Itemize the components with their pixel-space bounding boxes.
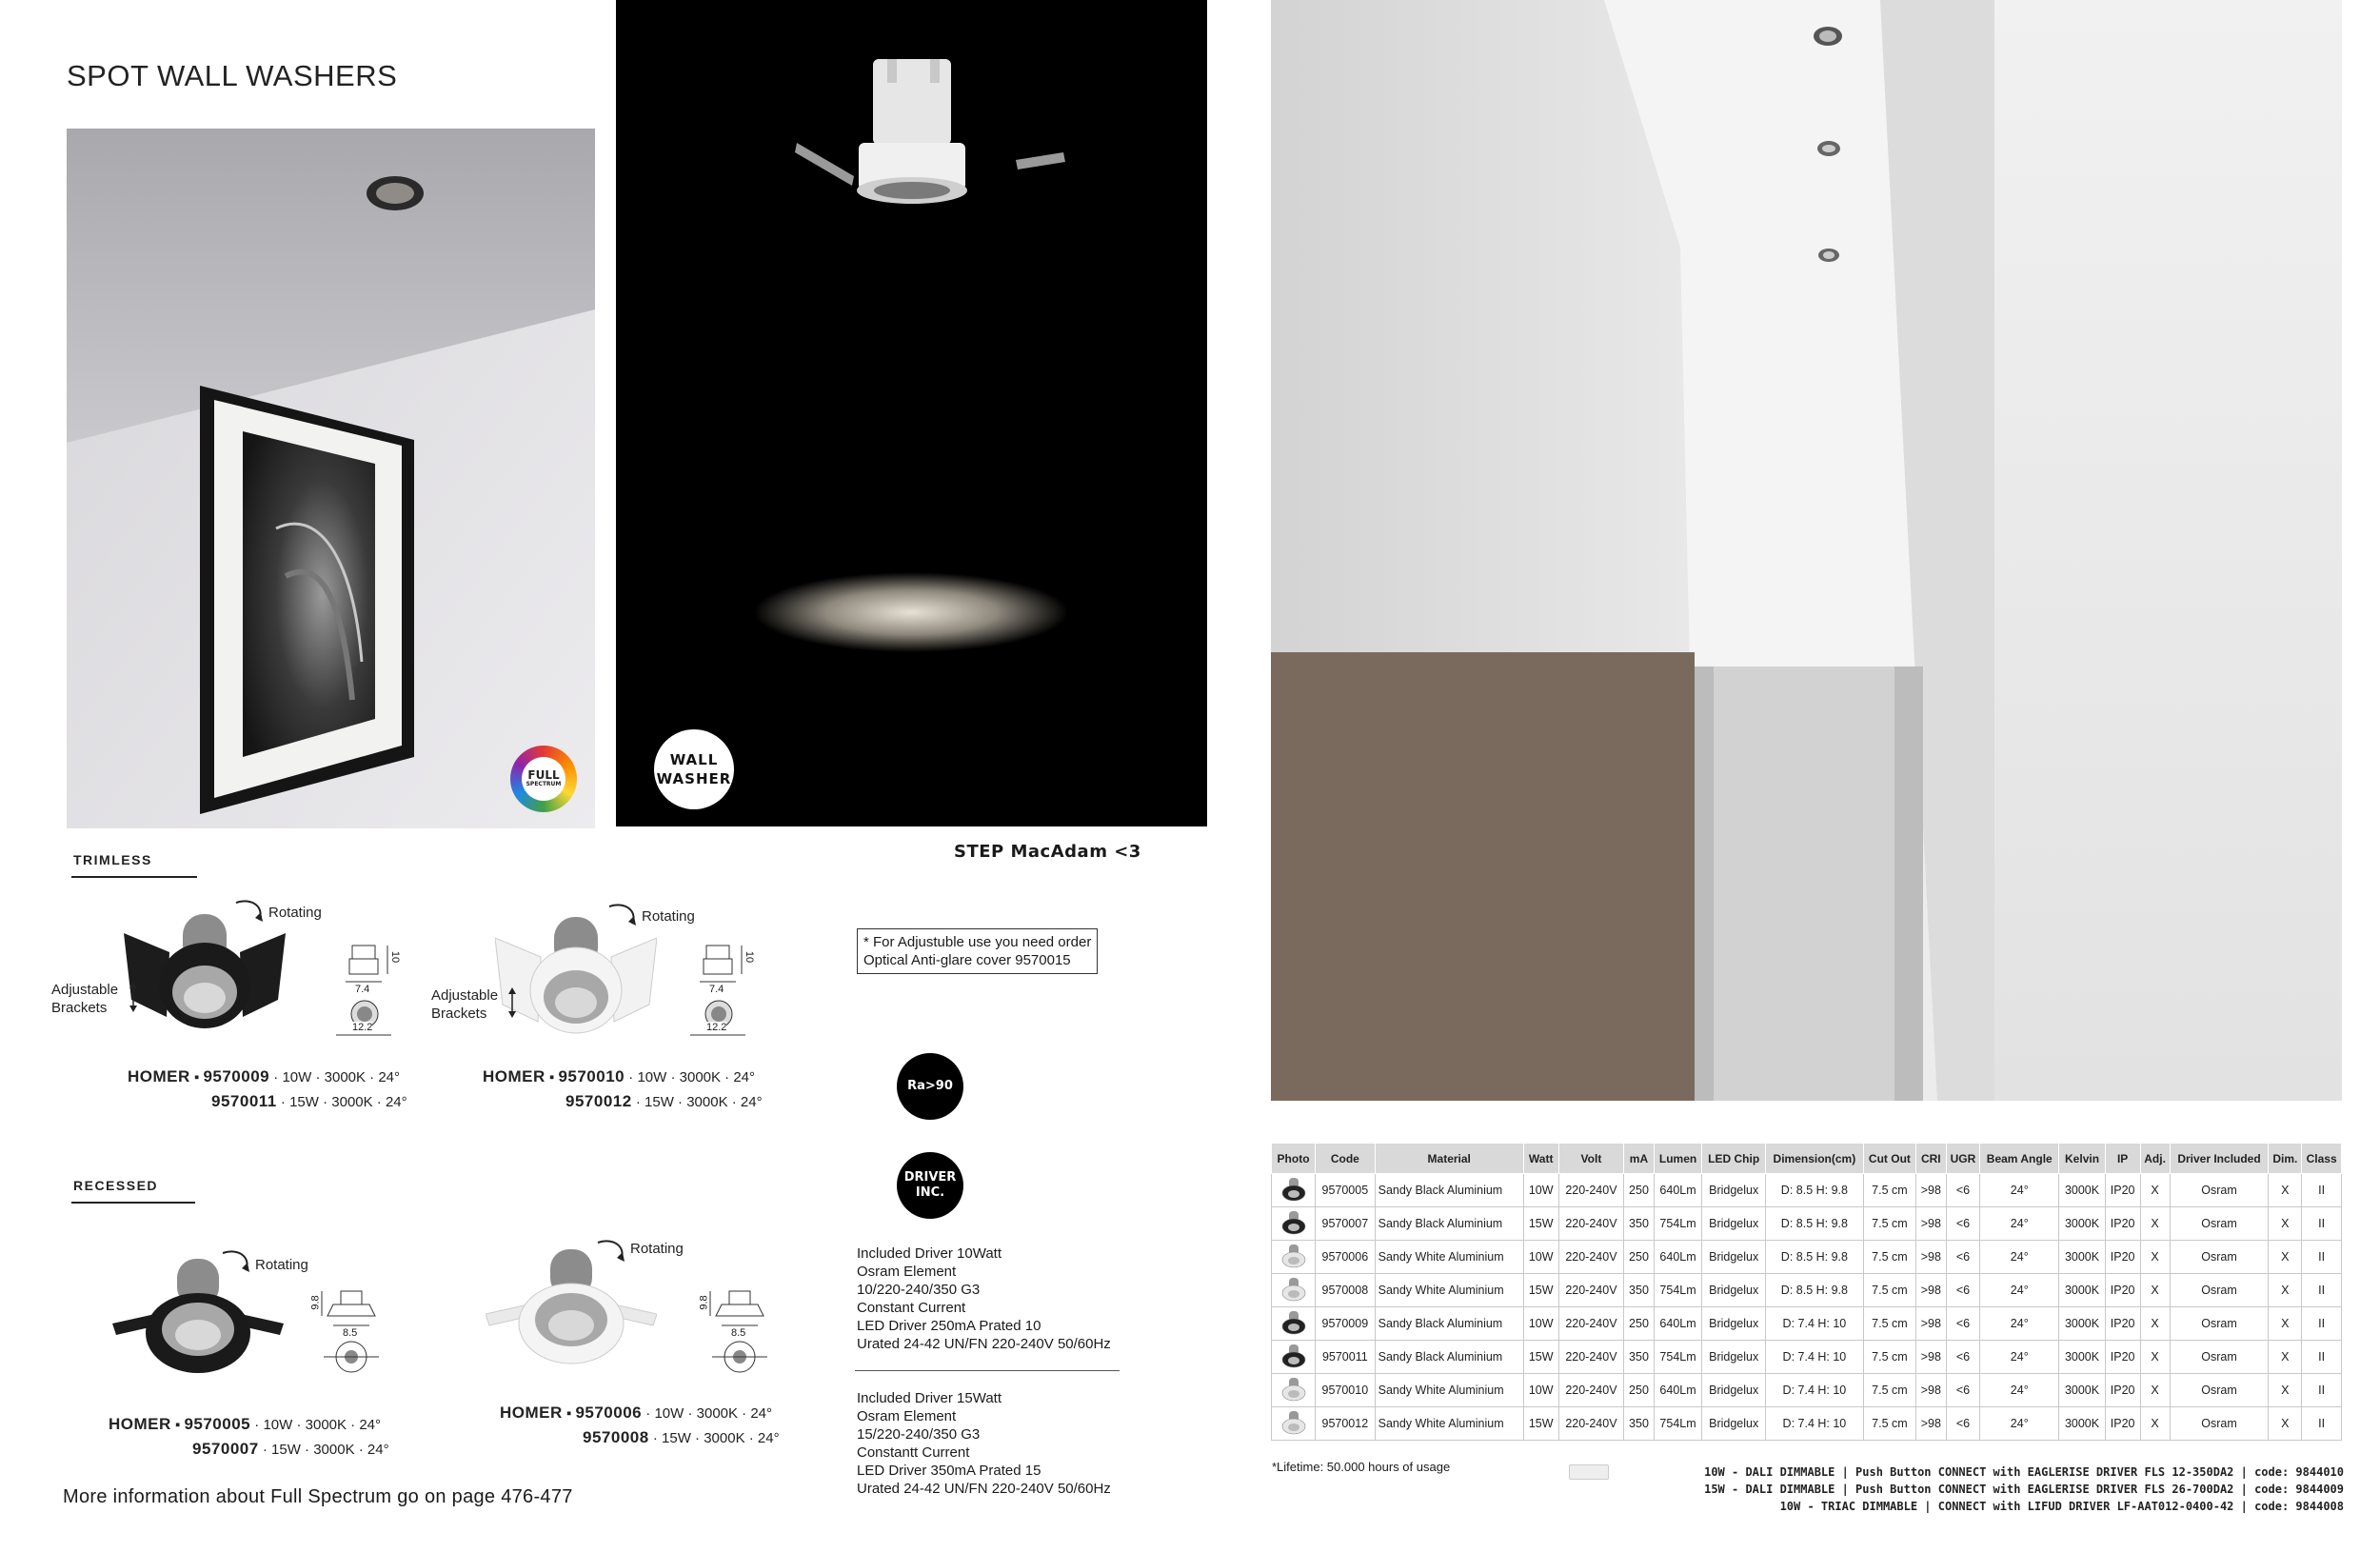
table-cell: 9570009 bbox=[1316, 1307, 1376, 1341]
spec-table-header-row bbox=[1272, 1144, 2342, 1174]
table-cell: X bbox=[2269, 1407, 2302, 1441]
table-cell: II bbox=[2302, 1374, 2342, 1407]
table-cell: IP20 bbox=[2105, 1407, 2140, 1441]
product-caption-recessed-1: HOMER ▪ 9570005 · 10W · 3000K · 24° bbox=[109, 1415, 382, 1433]
table-cell: X bbox=[2269, 1374, 2302, 1407]
table-cell: >98 bbox=[1915, 1341, 1946, 1374]
table-cell: 250 bbox=[1624, 1174, 1654, 1207]
table-cell: <6 bbox=[1946, 1341, 1980, 1374]
column-header: mA bbox=[1624, 1144, 1654, 1174]
dim-width: 8.5 bbox=[343, 1327, 358, 1339]
rotating-label: Rotating bbox=[642, 908, 695, 925]
table-cell: 24° bbox=[1980, 1174, 2059, 1207]
table-cell: <6 bbox=[1946, 1174, 1980, 1207]
table-row bbox=[1272, 1207, 2342, 1241]
adjustable-brackets-label bbox=[51, 981, 118, 1017]
table-cell: 3000K bbox=[2059, 1407, 2105, 1441]
column-header: Beam Angle bbox=[1980, 1144, 2059, 1174]
product-spec: · 15W · 3000K · 24° bbox=[280, 1094, 407, 1110]
luminaire-thumbnail-icon bbox=[1278, 1409, 1310, 1436]
product-name: HOMER bbox=[128, 1067, 190, 1085]
rotating-arrow-icon bbox=[219, 1249, 253, 1274]
column-header: Volt bbox=[1558, 1144, 1624, 1174]
table-cell: 9570007 bbox=[1316, 1207, 1376, 1241]
table-cell: IP20 bbox=[2105, 1307, 2140, 1341]
product-name: HOMER bbox=[483, 1067, 545, 1085]
vertical-arrow-icon bbox=[506, 986, 518, 1019]
driver-badge-line-1: DRIVER bbox=[903, 1170, 957, 1185]
product-code: 9570011 bbox=[211, 1092, 277, 1110]
section-divider bbox=[71, 1202, 195, 1204]
product-figure-recessed-white bbox=[486, 1247, 657, 1371]
driver-badge-line-2: INC. bbox=[915, 1185, 945, 1200]
table-cell: 9570008 bbox=[1316, 1274, 1376, 1307]
table-cell: 3000K bbox=[2059, 1341, 2105, 1374]
product-caption-recessed-1b bbox=[192, 1440, 389, 1459]
driver-info-10w: Included Driver 10Watt Osram Element 10/220-240/350 G3 Constant Current LED Driver 250mA Prated 10 Urated 24-42 UN/FN 220-240V 50/60Hz bbox=[857, 1245, 1111, 1352]
table-cell: II bbox=[2302, 1274, 2342, 1307]
table-cell: 754Lm bbox=[1654, 1341, 1702, 1374]
anti-glare-note bbox=[857, 928, 1098, 974]
table-cell: <6 bbox=[1946, 1241, 1980, 1274]
table-cell: Osram bbox=[2170, 1207, 2269, 1241]
dimmable-line: 10W - TRIAC DIMMABLE | CONNECT with LIFUD DRIVER LF-AAT012-0400-42 | code: 9844008 bbox=[1779, 1500, 2344, 1513]
table-cell: 350 bbox=[1624, 1207, 1654, 1241]
table-cell: X bbox=[2140, 1241, 2170, 1274]
adjustable-label-line-2: Brackets bbox=[431, 1005, 487, 1022]
product-spec: · 15W · 3000K · 24° bbox=[262, 1442, 389, 1458]
table-cell: II bbox=[2302, 1241, 2342, 1274]
section-divider bbox=[71, 876, 197, 878]
table-cell: 3000K bbox=[2059, 1207, 2105, 1241]
column-header: IP bbox=[2105, 1144, 2140, 1174]
table-cell: II bbox=[2302, 1174, 2342, 1207]
table-cell: Osram bbox=[2170, 1174, 2269, 1207]
table-cell: 7.5 cm bbox=[1863, 1207, 1915, 1241]
table-cell: D: 8.5 H: 9.8 bbox=[1765, 1241, 1863, 1274]
product-code: 9570006 bbox=[575, 1404, 643, 1422]
table-cell: Osram bbox=[2170, 1241, 2269, 1274]
dim-depth: 12.2 bbox=[706, 1022, 727, 1033]
product-code: 9570012 bbox=[565, 1092, 632, 1110]
table-cell: 3000K bbox=[2059, 1307, 2105, 1341]
table-cell: D: 7.4 H: 10 bbox=[1765, 1307, 1863, 1341]
table-cell: 250 bbox=[1624, 1307, 1654, 1341]
column-header: Dim. bbox=[2269, 1144, 2302, 1174]
note-line-1: * For Adjustuble use you need order bbox=[863, 934, 1092, 950]
product-figure-recessed-black bbox=[112, 1257, 284, 1381]
wall-washer-text-1: WALL bbox=[669, 751, 719, 768]
table-row bbox=[1272, 1174, 2342, 1207]
table-cell: 10W bbox=[1523, 1307, 1558, 1341]
table-row bbox=[1272, 1241, 2342, 1274]
luminaire-thumbnail-icon bbox=[1278, 1209, 1310, 1236]
product-caption-trimless-1b bbox=[211, 1092, 407, 1111]
table-cell: IP20 bbox=[2105, 1174, 2140, 1207]
column-header: Cut Out bbox=[1863, 1144, 1915, 1174]
product-thumbnail bbox=[1272, 1274, 1316, 1307]
table-cell: 220-240V bbox=[1558, 1274, 1624, 1307]
table-cell: Bridgelux bbox=[1702, 1307, 1765, 1341]
product-spec: · 10W · 3000K · 24° bbox=[273, 1069, 401, 1085]
table-cell: IP20 bbox=[2105, 1374, 2140, 1407]
luminaire-thumbnail-icon bbox=[1278, 1376, 1310, 1403]
table-cell: 7.5 cm bbox=[1863, 1374, 1915, 1407]
driver-info-15w: Included Driver 15Watt Osram Element 15/220-240/350 G3 Constantt Current LED Driver 350mA Prated 15 Urated 24-42 UN/FN 220-240V 50/60Hz bbox=[857, 1390, 1111, 1497]
luminaire-thumbnail-icon bbox=[1278, 1343, 1310, 1369]
table-cell: D: 8.5 H: 9.8 bbox=[1765, 1174, 1863, 1207]
table-cell: 640Lm bbox=[1654, 1241, 1702, 1274]
table-cell: 350 bbox=[1624, 1407, 1654, 1441]
table-cell: 9570010 bbox=[1316, 1374, 1376, 1407]
table-cell: 24° bbox=[1980, 1207, 2059, 1241]
rotating-arrow-icon bbox=[605, 903, 640, 927]
column-header: Photo bbox=[1272, 1144, 1316, 1174]
table-cell: <6 bbox=[1946, 1274, 1980, 1307]
table-cell: X bbox=[2140, 1307, 2170, 1341]
table-cell: 7.5 cm bbox=[1863, 1341, 1915, 1374]
table-cell: 220-240V bbox=[1558, 1341, 1624, 1374]
product-code: 9570007 bbox=[192, 1440, 259, 1458]
section-heading-trimless: TRIMLESS bbox=[73, 852, 152, 867]
product-spec: · 10W · 3000K · 24° bbox=[645, 1405, 773, 1422]
dimmable-options bbox=[1704, 1463, 2344, 1515]
luminaire-thumbnail-icon bbox=[1278, 1276, 1310, 1303]
dim-height: 10 bbox=[744, 950, 756, 964]
table-cell: <6 bbox=[1946, 1407, 1980, 1441]
rotating-label: Rotating bbox=[255, 1257, 308, 1273]
table-cell: Osram bbox=[2170, 1341, 2269, 1374]
table-cell: 10W bbox=[1523, 1241, 1558, 1274]
section-heading-recessed: RECESSED bbox=[73, 1178, 159, 1193]
product-caption-trimless-2b bbox=[565, 1092, 763, 1111]
driver-divider bbox=[855, 1370, 1120, 1371]
tech-drawing-trimless-1 bbox=[328, 938, 405, 1038]
dimmable-line: 15W - DALI DIMMABLE | Push Button CONNECT with EAGLERISE DRIVER FLS 26-700DA2 | code: 9844009 bbox=[1704, 1483, 2344, 1496]
table-cell: X bbox=[2269, 1174, 2302, 1207]
product-spec: · 10W · 3000K · 24° bbox=[628, 1069, 756, 1085]
full-spectrum-text-2: SPECTRUM bbox=[526, 781, 562, 787]
product-name: HOMER bbox=[109, 1415, 171, 1433]
table-cell: X bbox=[2269, 1341, 2302, 1374]
dim-height: 10 bbox=[389, 950, 402, 964]
table-cell: D: 8.5 H: 9.8 bbox=[1765, 1207, 1863, 1241]
table-cell: Osram bbox=[2170, 1307, 2269, 1341]
table-cell: 7.5 cm bbox=[1863, 1241, 1915, 1274]
product-spec: · 10W · 3000K · 24° bbox=[254, 1417, 382, 1433]
table-cell: >98 bbox=[1915, 1241, 1946, 1274]
column-header: Driver Included bbox=[2170, 1144, 2269, 1174]
product-thumbnail bbox=[1272, 1307, 1316, 1341]
table-cell: 7.5 cm bbox=[1863, 1307, 1915, 1341]
table-cell: II bbox=[2302, 1207, 2342, 1241]
table-cell: >98 bbox=[1915, 1374, 1946, 1407]
table-cell: II bbox=[2302, 1307, 2342, 1341]
table-cell: Bridgelux bbox=[1702, 1407, 1765, 1441]
rotating-label: Rotating bbox=[268, 905, 322, 921]
wall-washer-text-2: WASHER bbox=[656, 770, 732, 787]
table-cell: 24° bbox=[1980, 1341, 2059, 1374]
product-caption-recessed-2b bbox=[583, 1428, 780, 1447]
full-spectrum-text-1: FULL bbox=[527, 768, 560, 782]
column-header: Lumen bbox=[1654, 1144, 1702, 1174]
column-header: Dimension(cm) bbox=[1765, 1144, 1863, 1174]
interior-photo-framed-art bbox=[67, 129, 595, 828]
table-cell: X bbox=[2269, 1207, 2302, 1241]
product-thumbnail bbox=[1272, 1341, 1316, 1374]
table-cell: 250 bbox=[1624, 1374, 1654, 1407]
table-cell: 24° bbox=[1980, 1307, 2059, 1341]
table-cell: 220-240V bbox=[1558, 1241, 1624, 1274]
rotating-label: Rotating bbox=[630, 1241, 684, 1257]
table-cell: 754Lm bbox=[1654, 1207, 1702, 1241]
table-cell: 15W bbox=[1523, 1274, 1558, 1307]
table-row bbox=[1272, 1274, 2342, 1307]
dim-width: 7.4 bbox=[709, 984, 724, 995]
product-thumbnail bbox=[1272, 1207, 1316, 1241]
table-row bbox=[1272, 1341, 2342, 1374]
dim-height: 9.8 bbox=[698, 1295, 710, 1310]
table-cell: X bbox=[2269, 1241, 2302, 1274]
product-figure-trimless-black bbox=[124, 905, 286, 1047]
table-cell: 220-240V bbox=[1558, 1374, 1624, 1407]
table-cell: 9570005 bbox=[1316, 1174, 1376, 1207]
table-cell: 7.5 cm bbox=[1863, 1174, 1915, 1207]
dimmable-line: 10W - DALI DIMMABLE | Push Button CONNECT with EAGLERISE DRIVER FLS 12-350DA2 | code: 9844010 bbox=[1704, 1465, 2344, 1479]
rotating-arrow-icon bbox=[594, 1239, 628, 1264]
table-cell: II bbox=[2302, 1407, 2342, 1441]
table-cell: Sandy Black Aluminium bbox=[1375, 1307, 1523, 1341]
table-cell: X bbox=[2269, 1307, 2302, 1341]
column-header: Class bbox=[2302, 1144, 2342, 1174]
table-cell: D: 8.5 H: 9.8 bbox=[1765, 1274, 1863, 1307]
spec-table bbox=[1271, 1143, 2342, 1441]
table-cell: 220-240V bbox=[1558, 1174, 1624, 1207]
table-cell: 7.5 cm bbox=[1863, 1407, 1915, 1441]
table-cell: 3000K bbox=[2059, 1241, 2105, 1274]
table-cell: <6 bbox=[1946, 1307, 1980, 1341]
table-cell: <6 bbox=[1946, 1374, 1980, 1407]
table-cell: 754Lm bbox=[1654, 1274, 1702, 1307]
table-cell: 15W bbox=[1523, 1407, 1558, 1441]
driver-module-icon bbox=[1569, 1464, 1609, 1480]
cri-badge: Ra>90 bbox=[897, 1053, 963, 1120]
table-cell: 350 bbox=[1624, 1341, 1654, 1374]
column-header: Material bbox=[1375, 1144, 1523, 1174]
table-cell: 24° bbox=[1980, 1274, 2059, 1307]
table-cell: 220-240V bbox=[1558, 1407, 1624, 1441]
driver-included-badge bbox=[897, 1152, 963, 1219]
table-row bbox=[1272, 1407, 2342, 1441]
column-header: LED Chip bbox=[1702, 1144, 1765, 1174]
product-thumbnail bbox=[1272, 1374, 1316, 1407]
dim-width: 7.4 bbox=[355, 984, 370, 995]
product-code: 9570010 bbox=[558, 1067, 625, 1085]
tech-drawing-recessed-2 bbox=[698, 1285, 779, 1381]
table-cell: Sandy White Aluminium bbox=[1375, 1241, 1523, 1274]
table-cell: 3000K bbox=[2059, 1174, 2105, 1207]
table-cell: Sandy Black Aluminium bbox=[1375, 1207, 1523, 1241]
table-cell: >98 bbox=[1915, 1207, 1946, 1241]
dim-height: 9.8 bbox=[309, 1295, 322, 1310]
table-cell: 24° bbox=[1980, 1407, 2059, 1441]
dim-depth: 12.2 bbox=[352, 1022, 373, 1033]
table-cell: 3000K bbox=[2059, 1274, 2105, 1307]
luminaire-thumbnail-icon bbox=[1278, 1176, 1310, 1203]
table-row bbox=[1272, 1307, 2342, 1341]
product-thumbnail bbox=[1272, 1174, 1316, 1207]
dim-width: 8.5 bbox=[731, 1327, 746, 1339]
table-cell: 640Lm bbox=[1654, 1307, 1702, 1341]
table-cell: X bbox=[2140, 1274, 2170, 1307]
table-cell: Osram bbox=[2170, 1374, 2269, 1407]
table-cell: 24° bbox=[1980, 1241, 2059, 1274]
table-cell: D: 7.4 H: 10 bbox=[1765, 1407, 1863, 1441]
product-photo-light-beam bbox=[616, 0, 1207, 826]
table-cell: X bbox=[2140, 1207, 2170, 1241]
table-cell: IP20 bbox=[2105, 1241, 2140, 1274]
product-thumbnail bbox=[1272, 1241, 1316, 1274]
interior-photo-hallway bbox=[1271, 0, 2342, 1101]
table-cell: Bridgelux bbox=[1702, 1241, 1765, 1274]
table-cell: Bridgelux bbox=[1702, 1174, 1765, 1207]
table-cell: 250 bbox=[1624, 1241, 1654, 1274]
table-cell: Bridgelux bbox=[1702, 1207, 1765, 1241]
column-header: Kelvin bbox=[2059, 1144, 2105, 1174]
table-cell: IP20 bbox=[2105, 1274, 2140, 1307]
page-title: SPOT WALL WASHERS bbox=[67, 59, 398, 92]
table-cell: <6 bbox=[1946, 1207, 1980, 1241]
table-cell: X bbox=[2140, 1407, 2170, 1441]
product-caption-recessed-2: HOMER ▪ 9570006 · 10W · 3000K · 24° bbox=[500, 1404, 773, 1422]
step-macadam-label: STEP MacAdam <3 bbox=[954, 842, 1141, 862]
column-header: Code bbox=[1316, 1144, 1376, 1174]
table-cell: X bbox=[2140, 1341, 2170, 1374]
product-caption-trimless-1: HOMER ▪ 9570009 · 10W · 3000K · 24° bbox=[128, 1067, 401, 1085]
adjustable-label-line-1: Adjustable bbox=[51, 982, 119, 998]
table-cell: IP20 bbox=[2105, 1207, 2140, 1241]
table-cell: >98 bbox=[1915, 1274, 1946, 1307]
table-cell: 7.5 cm bbox=[1863, 1274, 1915, 1307]
tech-drawing-recessed-1 bbox=[309, 1285, 390, 1381]
table-cell: 24° bbox=[1980, 1374, 2059, 1407]
table-cell: 9570006 bbox=[1316, 1241, 1376, 1274]
table-cell: Sandy White Aluminium bbox=[1375, 1374, 1523, 1407]
table-cell: 10W bbox=[1523, 1374, 1558, 1407]
table-cell: Sandy Black Aluminium bbox=[1375, 1341, 1523, 1374]
product-figure-trimless-white bbox=[495, 909, 657, 1052]
product-spec: · 15W · 3000K · 24° bbox=[652, 1430, 780, 1446]
table-cell: Sandy White Aluminium bbox=[1375, 1407, 1523, 1441]
product-code: 9570005 bbox=[184, 1415, 251, 1433]
table-cell: 350 bbox=[1624, 1274, 1654, 1307]
more-info-text: More information about Full Spectrum go on page 476-477 bbox=[63, 1486, 573, 1507]
table-cell: 15W bbox=[1523, 1341, 1558, 1374]
table-cell: X bbox=[2269, 1274, 2302, 1307]
table-cell: Sandy White Aluminium bbox=[1375, 1274, 1523, 1307]
table-cell: Bridgelux bbox=[1702, 1374, 1765, 1407]
table-cell: Osram bbox=[2170, 1407, 2269, 1441]
column-header: CRI bbox=[1915, 1144, 1946, 1174]
table-cell: II bbox=[2302, 1341, 2342, 1374]
adjustable-brackets-label bbox=[431, 986, 498, 1023]
luminaire-thumbnail-icon bbox=[1278, 1309, 1310, 1336]
product-code: 9570008 bbox=[583, 1428, 649, 1446]
table-cell: 220-240V bbox=[1558, 1207, 1624, 1241]
product-thumbnail bbox=[1272, 1407, 1316, 1441]
rotating-arrow-icon bbox=[232, 899, 267, 924]
adjustable-label-line-2: Brackets bbox=[51, 1000, 108, 1016]
product-spec: · 15W · 3000K · 24° bbox=[635, 1094, 763, 1110]
table-cell: X bbox=[2140, 1374, 2170, 1407]
table-cell: Sandy Black Aluminium bbox=[1375, 1174, 1523, 1207]
table-cell: 754Lm bbox=[1654, 1407, 1702, 1441]
table-cell: 220-240V bbox=[1558, 1307, 1624, 1341]
product-caption-trimless-2: HOMER ▪ 9570010 · 10W · 3000K · 24° bbox=[483, 1067, 756, 1085]
table-cell: 15W bbox=[1523, 1207, 1558, 1241]
table-cell: Bridgelux bbox=[1702, 1274, 1765, 1307]
adjustable-label-line-1: Adjustable bbox=[431, 987, 499, 1004]
product-code: 9570009 bbox=[203, 1067, 270, 1085]
tech-drawing-trimless-2 bbox=[683, 938, 759, 1038]
table-cell: >98 bbox=[1915, 1174, 1946, 1207]
table-cell: Bridgelux bbox=[1702, 1341, 1765, 1374]
table-cell: IP20 bbox=[2105, 1341, 2140, 1374]
wall-washer-badge bbox=[654, 729, 734, 809]
table-cell: >98 bbox=[1915, 1307, 1946, 1341]
product-name: HOMER bbox=[500, 1404, 563, 1422]
table-cell: 9570012 bbox=[1316, 1407, 1376, 1441]
table-cell: X bbox=[2140, 1174, 2170, 1207]
vertical-arrow-icon bbox=[128, 981, 139, 1013]
table-cell: D: 7.4 H: 10 bbox=[1765, 1341, 1863, 1374]
table-cell: Osram bbox=[2170, 1274, 2269, 1307]
luminaire-thumbnail-icon bbox=[1278, 1243, 1310, 1269]
table-cell: 10W bbox=[1523, 1174, 1558, 1207]
table-cell: 3000K bbox=[2059, 1374, 2105, 1407]
lifetime-note: *Lifetime: 50.000 hours of usage bbox=[1272, 1460, 1451, 1474]
note-line-2: Optical Anti-glare cover 9570015 bbox=[863, 952, 1071, 968]
full-spectrum-badge bbox=[510, 746, 577, 812]
column-header: Watt bbox=[1523, 1144, 1558, 1174]
table-cell: D: 7.4 H: 10 bbox=[1765, 1374, 1863, 1407]
table-cell: 9570011 bbox=[1316, 1341, 1376, 1374]
table-cell: 640Lm bbox=[1654, 1374, 1702, 1407]
column-header: Adj. bbox=[2140, 1144, 2170, 1174]
column-header: UGR bbox=[1946, 1144, 1980, 1174]
table-cell: 640Lm bbox=[1654, 1174, 1702, 1207]
table-row bbox=[1272, 1374, 2342, 1407]
table-cell: >98 bbox=[1915, 1407, 1946, 1441]
